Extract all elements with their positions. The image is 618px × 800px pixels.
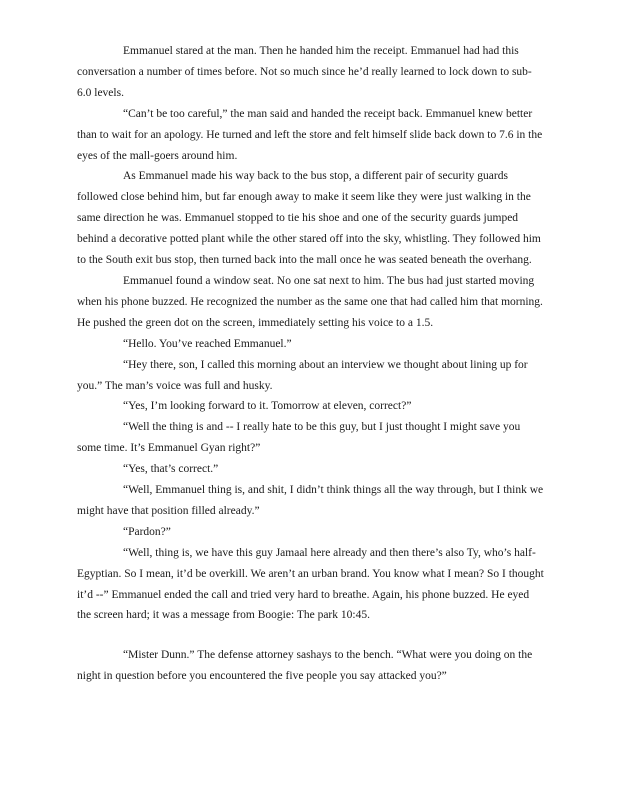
paragraph-2: “Can’t be too careful,” the man said and handed the receipt back. Emmanuel knew better than to wait for an apology. He turned and left the store and felt himself slide back down to 7.6 in the eyes of the mall-goers around him.: [77, 107, 543, 162]
section-break: [77, 626, 545, 645]
paragraph-1: Emmanuel stared at the man. Then he handed him the receipt. Emmanuel had had this conversation a number of times before. Not so much since he’d really learned to lock down to sub-6.0 levels.: [77, 45, 532, 99]
body-text: [77, 41, 545, 687]
paragraph-12: “Well, thing is, we have this guy Jamaal here already and then there’s also Ty, who’s half-Egyptian. So I mean, it’d be overkill. We aren’t an urban brand. You know what I mean? So I thought it’d --” Emmanuel ended the call and tried very hard to breathe. Again, his phone buzzed. He eyed the screen hard; it was a message from Boogie: The park 10:45.: [77, 546, 544, 622]
paragraph-9: “Yes, that’s correct.”: [123, 463, 219, 476]
paragraph-5: “Hello. You’ve reached Emmanuel.”: [123, 337, 292, 350]
paragraph-6: “Hey there, son, I called this morning about an interview we thought about lining up for you.” The man’s voice was full and husky.: [77, 358, 528, 392]
paragraph-10: “Well, Emmanuel thing is, and shit, I didn’t think things all the way through, but I think we might have that position filled already.”: [77, 484, 544, 517]
paragraph-3: As Emmanuel made his way back to the bus stop, a different pair of security guards followed close behind him, but far enough away to make it seem like they were just walking in the same direction he was. Emmanuel stopped to tie his shoe and one of the security guards jumped behind a decorative potted plant while the other stared off into the sky, whistling. They followed him to the South exit bus stop, then turned back into the mall once he was seated beneath the overhang.: [77, 170, 541, 267]
paragraph-11: “Pardon?”: [123, 525, 171, 538]
paragraph-7: “Yes, I’m looking forward to it. Tomorrow at eleven, correct?”: [123, 400, 412, 413]
paragraph-13: “Mister Dunn.” The defense attorney sashays to the bench. “What were you doing on the night in question before you encountered the five people you say attacked you?”: [77, 649, 533, 683]
paragraph-4: Emmanuel found a window seat. No one sat next to him. The bus had just started moving when his phone buzzed. He recognized the number as the same one that had called him that morning. He pushed the green dot on the screen, immediately setting his voice to a 1.5.: [77, 274, 543, 329]
paragraph-8: “Well the thing is and -- I really hate to be this guy, but I just thought I might save you some time. It’s Emmanuel Gyan right?”: [77, 421, 521, 455]
